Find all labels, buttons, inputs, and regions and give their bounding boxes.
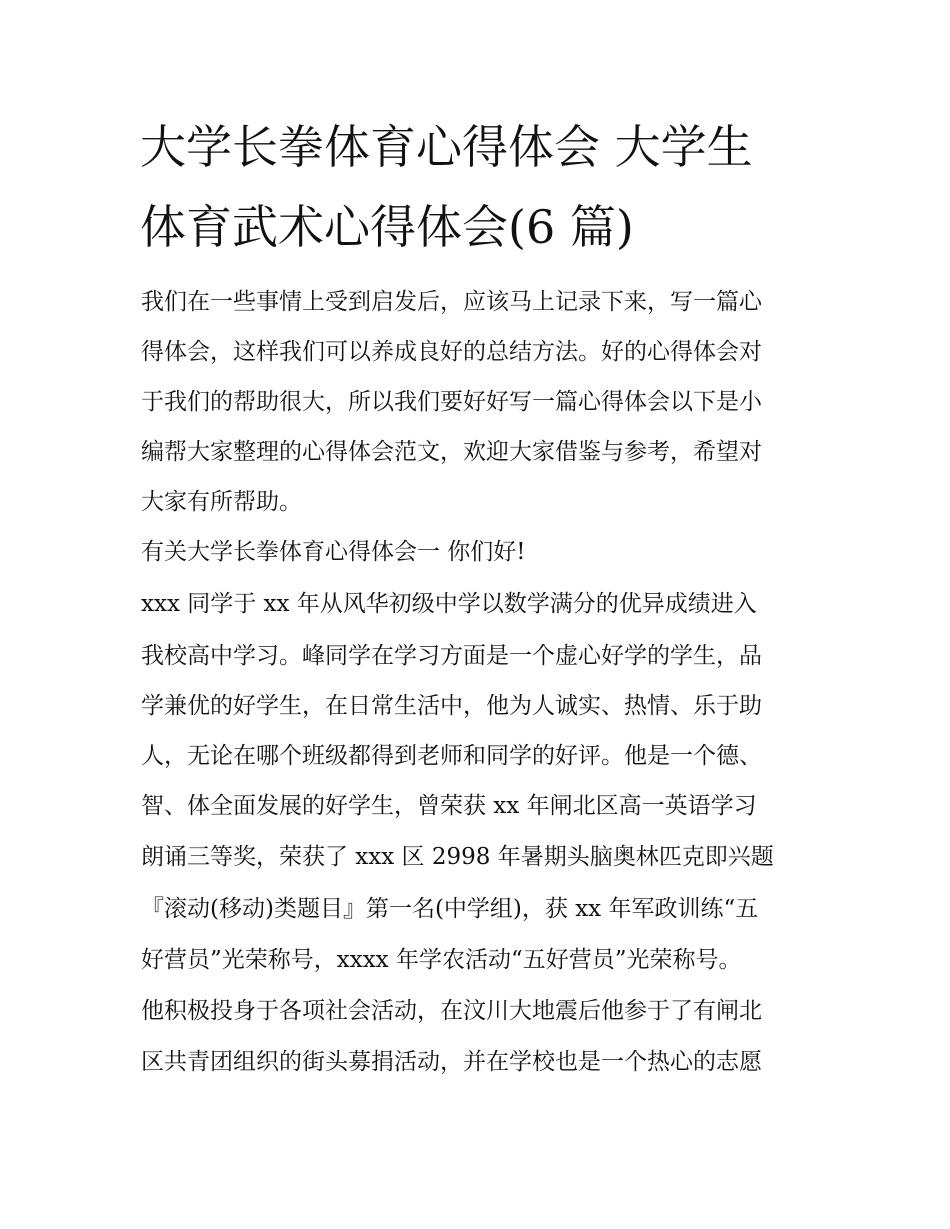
body-line-9: 学兼优的好学生，在日常生活中，他为人诚实、热情、乐于助 — [141, 693, 762, 719]
body-line-5: 大家有所帮助。 — [141, 489, 302, 515]
body-line-7: xxx 同学于 xx 年从风华初级中学以数学满分的优异成绩进入 — [141, 591, 757, 617]
body-line-1: 我们在一些事情上受到启发后，应该马上记录下来，写一篇心 — [141, 289, 762, 315]
body-line-8: 我校高中学习。峰同学在学习方面是一个虚心好学的学生，品 — [141, 643, 762, 669]
body-line-2: 得体会，这样我们可以养成良好的总结方法。好的心得体会对 — [141, 339, 762, 365]
body-line-3: 于我们的帮助很大，所以我们要好好写一篇心得体会以下是小 — [141, 389, 762, 415]
document-title-line-1: 大学长拳体育心得体会 大学生 — [140, 120, 753, 174]
body-line-13: 『滚动(移动)类题目』第一名(中学组)，获 xx 年军政训练“五 — [141, 896, 759, 922]
body-line-6: 有关大学长拳体育心得体会一 你们好! — [141, 539, 526, 565]
body-line-16: 区共青团组织的街头募捐活动，并在学校也是一个热心的志愿 — [141, 1049, 762, 1075]
body-line-4: 编帮大家整理的心得体会范文，欢迎大家借鉴与参考，希望对 — [141, 439, 762, 465]
body-line-14: 好营员”光荣称号，xxxx 年学农活动“五好营员”光荣称号。 — [141, 947, 742, 973]
body-line-12: 朗诵三等奖，荣获了 xxx 区 2998 年暑期头脑奥林匹克即兴题 — [141, 844, 774, 870]
body-line-10: 人，无论在哪个班级都得到老师和同学的好评。他是一个德、 — [141, 743, 762, 769]
body-line-15: 他积极投身于各项社会活动，在汶川大地震后他参于了有闸北 — [141, 998, 762, 1024]
body-line-11: 智、体全面发展的好学生，曾荣获 xx 年闸北区高一英语学习 — [141, 793, 757, 819]
document-title-line-2: 体育武术心得体会(6 篇) — [140, 200, 634, 254]
